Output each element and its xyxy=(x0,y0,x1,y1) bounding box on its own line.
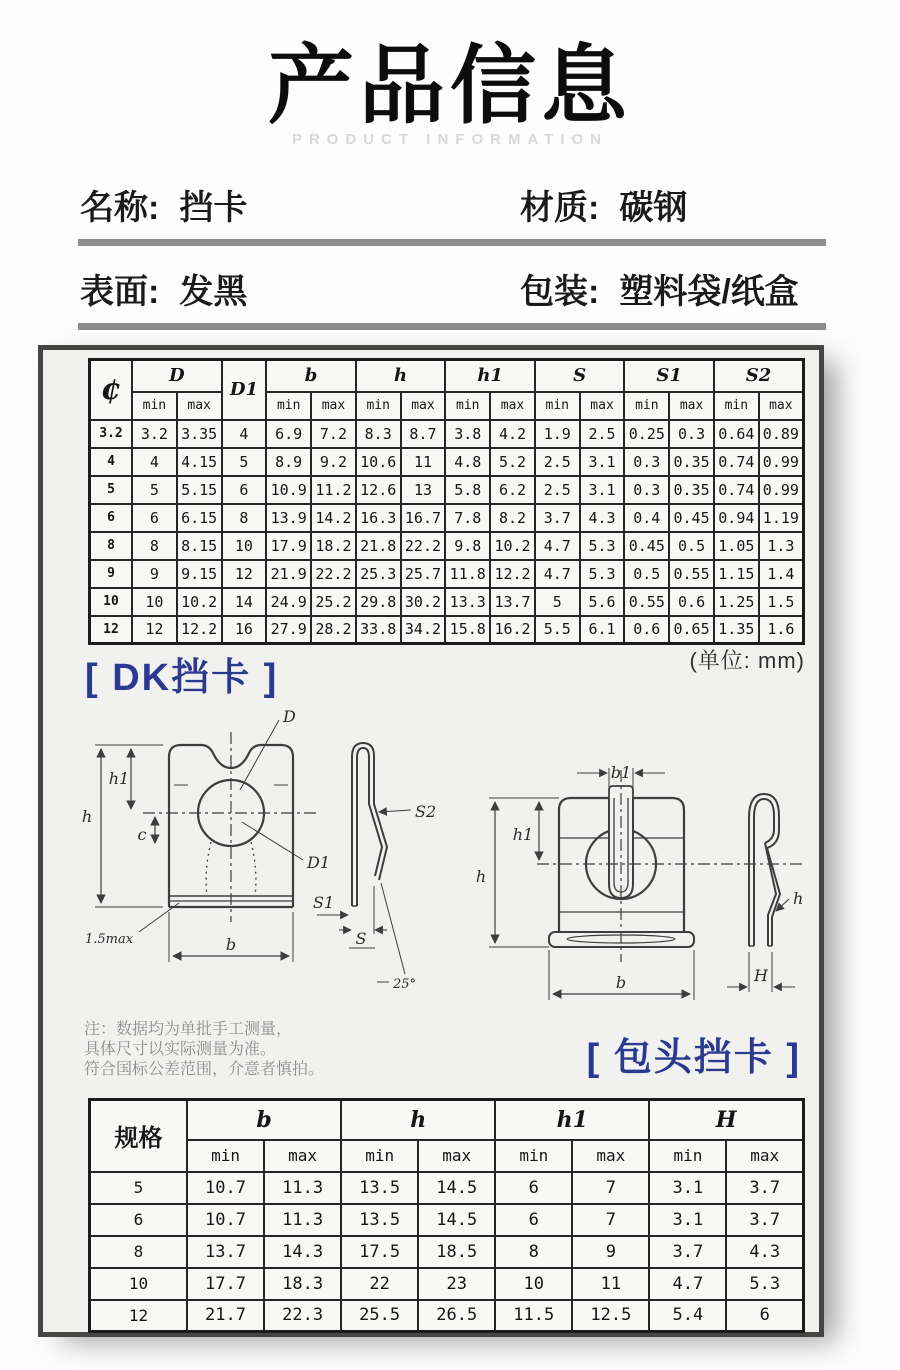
value-cell: 0.3 xyxy=(669,420,714,448)
spec-row-12 xyxy=(90,1300,804,1332)
dim-label-b: b xyxy=(225,935,237,954)
value-cell: 6 xyxy=(222,476,267,504)
spec-row-surface-packing xyxy=(80,264,828,313)
column-group-H: H xyxy=(649,1100,803,1140)
unit-note: (单位: mm) xyxy=(689,648,805,673)
note-line-1: 注：数据均为单批手工测量， xyxy=(84,1021,293,1038)
value-cell: 3.7 xyxy=(535,504,580,532)
name-value: 挡卡 xyxy=(179,189,248,227)
value-cell: 4.7 xyxy=(535,532,580,560)
value-cell: 8.9 xyxy=(266,448,311,476)
value-cell: 4.3 xyxy=(726,1236,803,1268)
dim-label-angle: 25° xyxy=(393,977,417,992)
value-cell: 0.74 xyxy=(714,476,759,504)
value-cell: 4 xyxy=(132,448,177,476)
spec-row-8 xyxy=(90,532,804,560)
column-sub-max: max xyxy=(177,392,222,420)
value-cell: 9.15 xyxy=(177,560,222,588)
value-cell: 8 xyxy=(222,504,267,532)
row-header: 8 xyxy=(90,1236,188,1268)
value-cell: 16 xyxy=(222,616,267,644)
value-cell: 1.5 xyxy=(759,588,804,616)
column-sub-max: max xyxy=(669,392,714,420)
value-cell: 13.5 xyxy=(341,1204,418,1236)
value-cell: 10.6 xyxy=(356,448,401,476)
dim-label-S: S xyxy=(355,929,367,948)
column-sub-max: max xyxy=(726,1140,803,1172)
note-line-3: 符合国标公差范围，介意者慎拍。 xyxy=(84,1061,325,1078)
value-cell: 7.2 xyxy=(311,420,356,448)
value-cell: 5.4 xyxy=(649,1300,726,1332)
value-cell: 6.9 xyxy=(266,420,311,448)
value-cell: 25.2 xyxy=(311,588,356,616)
packing-label: 包装: xyxy=(520,273,600,311)
value-cell: 5.2 xyxy=(490,448,535,476)
divider-line xyxy=(78,239,826,246)
value-cell: 12.5 xyxy=(572,1300,649,1332)
page-title: 产品信息 xyxy=(268,38,632,134)
value-cell: 10.7 xyxy=(187,1172,264,1204)
value-cell: 4.8 xyxy=(445,448,490,476)
value-cell: 12.6 xyxy=(356,476,401,504)
spec-row-10 xyxy=(90,1268,804,1300)
row-header: 9 xyxy=(90,560,133,588)
value-cell: 0.55 xyxy=(624,588,669,616)
value-cell: 4.2 xyxy=(490,420,535,448)
value-cell: 6.15 xyxy=(177,504,222,532)
dim-label-c: c xyxy=(137,825,147,844)
value-cell: 3.1 xyxy=(649,1172,726,1204)
value-cell: 10.7 xyxy=(187,1204,264,1236)
column-group-h: h xyxy=(356,360,446,392)
value-cell: 0.89 xyxy=(759,420,804,448)
baotou-clip-dimension-table xyxy=(88,1098,805,1333)
column-group-h1: h1 xyxy=(495,1100,649,1140)
row-header: 12 xyxy=(90,1300,188,1332)
value-cell: 10.2 xyxy=(177,588,222,616)
value-cell: 27.9 xyxy=(266,616,311,644)
column-sub-min: min xyxy=(445,392,490,420)
value-cell: 0.65 xyxy=(669,616,714,644)
baotou-clip-side-view xyxy=(727,794,795,992)
dim-label-h1: h1 xyxy=(108,769,130,788)
value-cell: 8 xyxy=(132,532,177,560)
column-sub-max: max xyxy=(418,1140,495,1172)
value-cell: 16.3 xyxy=(356,504,401,532)
value-cell: 8.7 xyxy=(401,420,446,448)
value-cell: 1.25 xyxy=(714,588,759,616)
spec-row-4 xyxy=(90,448,804,476)
value-cell: 4.7 xyxy=(649,1268,726,1300)
dim-label-S1: S1 xyxy=(313,893,335,912)
surface-label: 表面: xyxy=(80,273,160,311)
column-sub-max: max xyxy=(572,1140,649,1172)
value-cell: 14.5 xyxy=(418,1172,495,1204)
dim-label-flange: 1.5max xyxy=(85,932,134,947)
spec-row-5 xyxy=(90,1172,804,1204)
value-cell: 3.8 xyxy=(445,420,490,448)
value-cell: 0.74 xyxy=(714,448,759,476)
value-cell: 13.9 xyxy=(266,504,311,532)
value-cell: 15.8 xyxy=(445,616,490,644)
value-cell: 29.8 xyxy=(356,588,401,616)
value-cell: 14.5 xyxy=(418,1204,495,1236)
value-cell: 7.8 xyxy=(445,504,490,532)
value-cell: 8.3 xyxy=(356,420,401,448)
value-cell: 17.7 xyxy=(187,1268,264,1300)
column-group-S2: S2 xyxy=(714,360,804,392)
dk-clip-section-title: [ DK挡卡 ] xyxy=(85,657,279,699)
dim-label-D1: D1 xyxy=(307,853,331,872)
value-cell: 1.19 xyxy=(759,504,804,532)
row-header: 10 xyxy=(90,1268,188,1300)
value-cell: 22.2 xyxy=(401,532,446,560)
value-cell: 34.2 xyxy=(401,616,446,644)
column-sub-min: min xyxy=(714,392,759,420)
value-cell: 2.5 xyxy=(535,448,580,476)
value-cell: 5 xyxy=(535,588,580,616)
dim-label-S2: S2 xyxy=(415,802,437,821)
column-sub-min: min xyxy=(535,392,580,420)
baotou-clip-section-title: [ 包头挡卡 ] xyxy=(586,1037,801,1079)
spec-row-9 xyxy=(90,560,804,588)
dim-label-h1: h1 xyxy=(512,825,534,844)
value-cell: 26.5 xyxy=(418,1300,495,1332)
row-header: 4 xyxy=(90,448,133,476)
spec-sheet-image xyxy=(38,345,824,1337)
row-header: 8 xyxy=(90,532,133,560)
column-sub-min: min xyxy=(649,1140,726,1172)
column-sub-min: min xyxy=(495,1140,572,1172)
column-group-D1: D1 xyxy=(222,360,267,420)
value-cell: 28.2 xyxy=(311,616,356,644)
spec-row-10 xyxy=(90,588,804,616)
value-cell: 13.5 xyxy=(341,1172,418,1204)
value-cell: 6 xyxy=(726,1300,803,1332)
value-cell: 0.5 xyxy=(669,532,714,560)
column-group-D: D xyxy=(132,360,222,392)
spec-row-12 xyxy=(90,616,804,644)
row-header: 5 xyxy=(90,1172,188,1204)
value-cell: 1.15 xyxy=(714,560,759,588)
value-cell: 1.4 xyxy=(759,560,804,588)
value-cell: 0.5 xyxy=(624,560,669,588)
value-cell: 5 xyxy=(222,448,267,476)
value-cell: 9.2 xyxy=(311,448,356,476)
value-cell: 16.2 xyxy=(490,616,535,644)
value-cell: 22.2 xyxy=(311,560,356,588)
value-cell: 12.2 xyxy=(177,616,222,644)
value-cell: 7 xyxy=(572,1172,649,1204)
row-header: 5 xyxy=(90,476,133,504)
value-cell: 10.2 xyxy=(490,532,535,560)
value-cell: 11.3 xyxy=(264,1172,341,1204)
dk-clip-front-view xyxy=(143,732,319,922)
value-cell: 11.5 xyxy=(495,1300,572,1332)
value-cell: 10 xyxy=(495,1268,572,1300)
surface-value: 发黑 xyxy=(179,273,248,311)
value-cell: 5.8 xyxy=(445,476,490,504)
value-cell: 0.64 xyxy=(714,420,759,448)
value-cell: 11.8 xyxy=(445,560,490,588)
column-sub-max: max xyxy=(759,392,804,420)
dim-label-h: h xyxy=(475,867,487,886)
value-cell: 5.6 xyxy=(580,588,625,616)
value-cell: 7 xyxy=(572,1204,649,1236)
value-cell: 8.2 xyxy=(490,504,535,532)
value-cell: 0.35 xyxy=(669,476,714,504)
value-cell: 12 xyxy=(132,616,177,644)
dk-clip-dimension-table xyxy=(88,358,805,645)
value-cell: 33.8 xyxy=(356,616,401,644)
column-group-S: S xyxy=(535,360,625,392)
column-sub-max: max xyxy=(311,392,356,420)
dim-label-h-side: h xyxy=(793,889,804,908)
dim-label-h: h xyxy=(81,807,93,826)
value-cell: 8.15 xyxy=(177,532,222,560)
value-cell: 1.6 xyxy=(759,616,804,644)
value-cell: 3.7 xyxy=(726,1204,803,1236)
value-cell: 14.3 xyxy=(264,1236,341,1268)
value-cell: 10 xyxy=(132,588,177,616)
column-group-b: b xyxy=(187,1100,341,1140)
column-sub-min: min xyxy=(266,392,311,420)
value-cell: 14.2 xyxy=(311,504,356,532)
value-cell: 9.8 xyxy=(445,532,490,560)
value-cell: 1.3 xyxy=(759,532,804,560)
row-header: 10 xyxy=(90,588,133,616)
technical-drawings xyxy=(43,700,819,1020)
value-cell: 1.35 xyxy=(714,616,759,644)
value-cell: 16.7 xyxy=(401,504,446,532)
value-cell: 18.3 xyxy=(264,1268,341,1300)
value-cell: 0.4 xyxy=(624,504,669,532)
dim-label-b: b xyxy=(615,973,627,992)
value-cell: 10 xyxy=(222,532,267,560)
row-header: 6 xyxy=(90,504,133,532)
name-label: 名称: xyxy=(80,189,160,227)
value-cell: 0.45 xyxy=(669,504,714,532)
value-cell: 9 xyxy=(132,560,177,588)
value-cell: 25.7 xyxy=(401,560,446,588)
value-cell: 0.99 xyxy=(759,448,804,476)
column-sub-min: min xyxy=(132,392,177,420)
value-cell: 13.7 xyxy=(490,588,535,616)
value-cell: 6.1 xyxy=(580,616,625,644)
value-cell: 2.5 xyxy=(580,420,625,448)
value-cell: 0.35 xyxy=(669,448,714,476)
column-group-h: h xyxy=(341,1100,495,1140)
value-cell: 6.2 xyxy=(490,476,535,504)
material-value: 碳钢 xyxy=(619,189,688,227)
value-cell: 0.45 xyxy=(624,532,669,560)
value-cell: 21.9 xyxy=(266,560,311,588)
spec-row-8 xyxy=(90,1236,804,1268)
column-group-h1: h1 xyxy=(445,360,535,392)
value-cell: 13.7 xyxy=(187,1236,264,1268)
value-cell: 6 xyxy=(495,1172,572,1204)
value-cell: 18.5 xyxy=(418,1236,495,1268)
value-cell: 3.2 xyxy=(132,420,177,448)
value-cell: 21.7 xyxy=(187,1300,264,1332)
spec-row-name-material xyxy=(80,180,828,229)
value-cell: 0.25 xyxy=(624,420,669,448)
value-cell: 23 xyxy=(418,1268,495,1300)
value-cell: 18.2 xyxy=(311,532,356,560)
value-cell: 10.9 xyxy=(266,476,311,504)
value-cell: 0.3 xyxy=(624,476,669,504)
value-cell: 1.9 xyxy=(535,420,580,448)
value-cell: 3.35 xyxy=(177,420,222,448)
dim-label-b1: b1 xyxy=(610,763,632,782)
spec-row-3.2 xyxy=(90,420,804,448)
value-cell: 3.7 xyxy=(649,1236,726,1268)
value-cell: 22.3 xyxy=(264,1300,341,1332)
column-sub-min: min xyxy=(356,392,401,420)
column-sub-min: min xyxy=(187,1140,264,1172)
value-cell: 25.5 xyxy=(341,1300,418,1332)
row-header: 12 xyxy=(90,616,133,644)
packing-value: 塑料袋/纸盒 xyxy=(619,273,799,311)
value-cell: 4.15 xyxy=(177,448,222,476)
dim-label-H: H xyxy=(754,966,768,985)
value-cell: 2.5 xyxy=(535,476,580,504)
value-cell: 11.2 xyxy=(311,476,356,504)
value-cell: 5.3 xyxy=(580,532,625,560)
column-sub-max: max xyxy=(264,1140,341,1172)
value-cell: 12.2 xyxy=(490,560,535,588)
column-group-b: b xyxy=(266,360,356,392)
spec-row-6 xyxy=(90,504,804,532)
value-cell: 13.3 xyxy=(445,588,490,616)
measurement-note xyxy=(84,1020,324,1080)
value-cell: 5.5 xyxy=(535,616,580,644)
spec-row-5 xyxy=(90,476,804,504)
value-cell: 30.2 xyxy=(401,588,446,616)
divider-line xyxy=(78,323,826,330)
value-cell: 21.8 xyxy=(356,532,401,560)
value-cell: 11 xyxy=(401,448,446,476)
value-cell: 0.6 xyxy=(624,616,669,644)
value-cell: 1.05 xyxy=(714,532,759,560)
value-cell: 12 xyxy=(222,560,267,588)
value-cell: 3.7 xyxy=(726,1172,803,1204)
spec-row-6 xyxy=(90,1204,804,1236)
value-cell: 3.1 xyxy=(580,476,625,504)
table1-corner-header: ¢ xyxy=(90,360,133,420)
table2-corner-header: 规格 xyxy=(90,1100,188,1172)
column-sub-max: max xyxy=(580,392,625,420)
column-sub-max: max xyxy=(401,392,446,420)
column-group-S1: S1 xyxy=(624,360,714,392)
value-cell: 14 xyxy=(222,588,267,616)
value-cell: 3.1 xyxy=(580,448,625,476)
column-sub-min: min xyxy=(624,392,669,420)
note-line-2: 具体尺寸以实际测量为准。 xyxy=(84,1041,277,1058)
value-cell: 0.55 xyxy=(669,560,714,588)
dk-front-dimensions xyxy=(95,720,303,962)
value-cell: 9 xyxy=(572,1236,649,1268)
value-cell: 13 xyxy=(401,476,446,504)
value-cell: 5.3 xyxy=(580,560,625,588)
column-sub-min: min xyxy=(341,1140,418,1172)
value-cell: 0.6 xyxy=(669,588,714,616)
column-sub-max: max xyxy=(490,392,535,420)
value-cell: 11.3 xyxy=(264,1204,341,1236)
page-subtitle: PRODUCT INFORMATION xyxy=(291,131,609,148)
value-cell: 4.7 xyxy=(535,560,580,588)
value-cell: 5.3 xyxy=(726,1268,803,1300)
value-cell: 5.15 xyxy=(177,476,222,504)
row-header: 3.2 xyxy=(90,420,133,448)
value-cell: 0.94 xyxy=(714,504,759,532)
value-cell: 4 xyxy=(222,420,267,448)
dim-label-D: D xyxy=(283,707,296,726)
value-cell: 5 xyxy=(132,476,177,504)
value-cell: 0.99 xyxy=(759,476,804,504)
value-cell: 3.1 xyxy=(649,1204,726,1236)
value-cell: 6 xyxy=(495,1204,572,1236)
value-cell: 22 xyxy=(341,1268,418,1300)
value-cell: 0.3 xyxy=(624,448,669,476)
material-label: 材质: xyxy=(520,189,600,227)
value-cell: 24.9 xyxy=(266,588,311,616)
value-cell: 11 xyxy=(572,1268,649,1300)
row-header: 6 xyxy=(90,1204,188,1236)
value-cell: 6 xyxy=(132,504,177,532)
value-cell: 4.3 xyxy=(580,504,625,532)
value-cell: 25.3 xyxy=(356,560,401,588)
value-cell: 17.9 xyxy=(266,532,311,560)
value-cell: 17.5 xyxy=(341,1236,418,1268)
value-cell: 8 xyxy=(495,1236,572,1268)
